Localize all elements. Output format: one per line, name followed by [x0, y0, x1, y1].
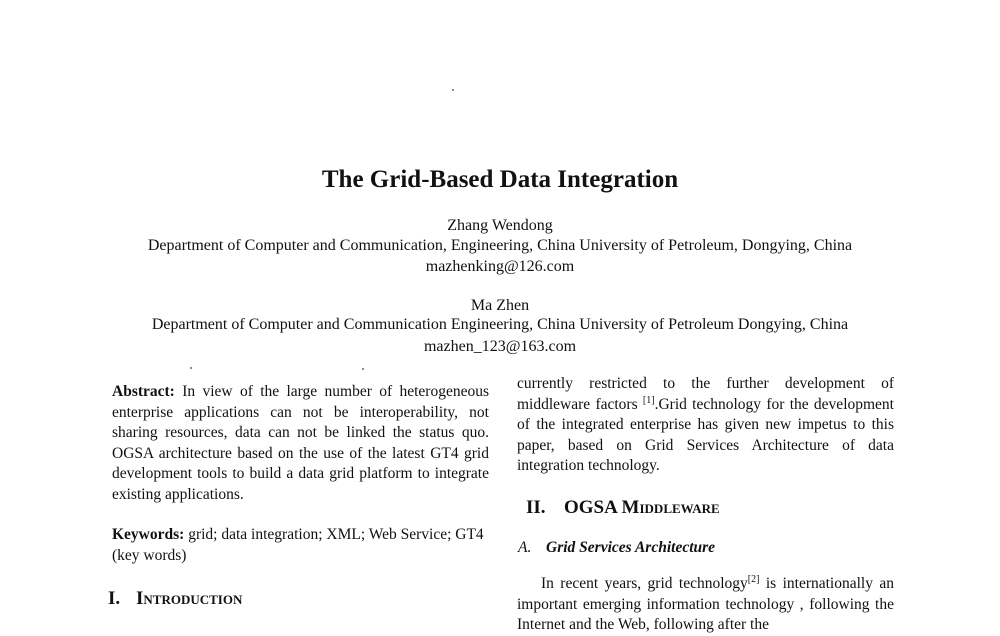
section-heading-introduction	[108, 588, 242, 610]
scan-speck	[452, 89, 454, 91]
section-number: I.	[108, 588, 121, 609]
author-email: mazhen_123@163.com	[423, 338, 577, 355]
section-title: Introduction	[136, 588, 243, 609]
intro-paragraph	[517, 374, 894, 477]
subsection-number: A.	[518, 539, 532, 556]
paragraph-text: In recent years, grid technology	[541, 575, 748, 592]
citation-ref: [2]	[747, 573, 760, 585]
abstract	[112, 382, 489, 505]
subsection-heading	[518, 539, 715, 557]
author-affiliation: Department of Computer and Communication, Engineering, China University of Petroleum, Dongying, China	[147, 237, 853, 254]
keywords-label: Keywords:	[112, 526, 185, 543]
subsection-title: Grid Services Architecture	[546, 539, 716, 556]
keywords-text: grid; data integration; XML; Web Service; GT4 (key words)	[112, 526, 484, 564]
abstract-label: Abstract:	[112, 383, 175, 400]
section-heading-ogsa	[526, 497, 720, 519]
paragraph-text: currently restricted to the further development of middleware factors	[517, 375, 894, 413]
author-name: Ma Zhen	[470, 297, 530, 314]
right-column	[517, 374, 894, 477]
paragraph-text: .Grid technology for the development of the integrated enterprise has given new impetus to this paper, based on Grid Services Architecture of data integration technology.	[517, 395, 894, 474]
scan-speck	[362, 368, 364, 370]
abstract-text: In view of the large number of heterogeneous enterprise applications can not be interoperability, not sharing resources, data can not be linked the status quo. OGSA architecture based on the use of the latest GT4 grid development tools to build a data grid platform to integrate existing applications.	[112, 383, 490, 503]
author-email: mazhenking@126.com	[425, 258, 575, 275]
paper-title: The Grid-Based Data Integration	[321, 166, 679, 193]
left-column	[112, 382, 489, 566]
section-number: II.	[526, 497, 546, 518]
citation-ref: [1]	[642, 394, 655, 406]
scan-speck	[190, 367, 192, 369]
keywords	[112, 525, 489, 566]
author-name: Zhang Wendong	[447, 217, 553, 234]
paragraph-text: is internationally an important emerging information technology , following the Internet and the Web, following after the	[517, 575, 895, 633]
author-affiliation: Department of Computer and Communication Engineering, China University of Petroleum Dongying, China	[151, 316, 849, 333]
body-paragraph	[517, 574, 894, 636]
section-title: OGSA Middleware	[564, 497, 720, 518]
